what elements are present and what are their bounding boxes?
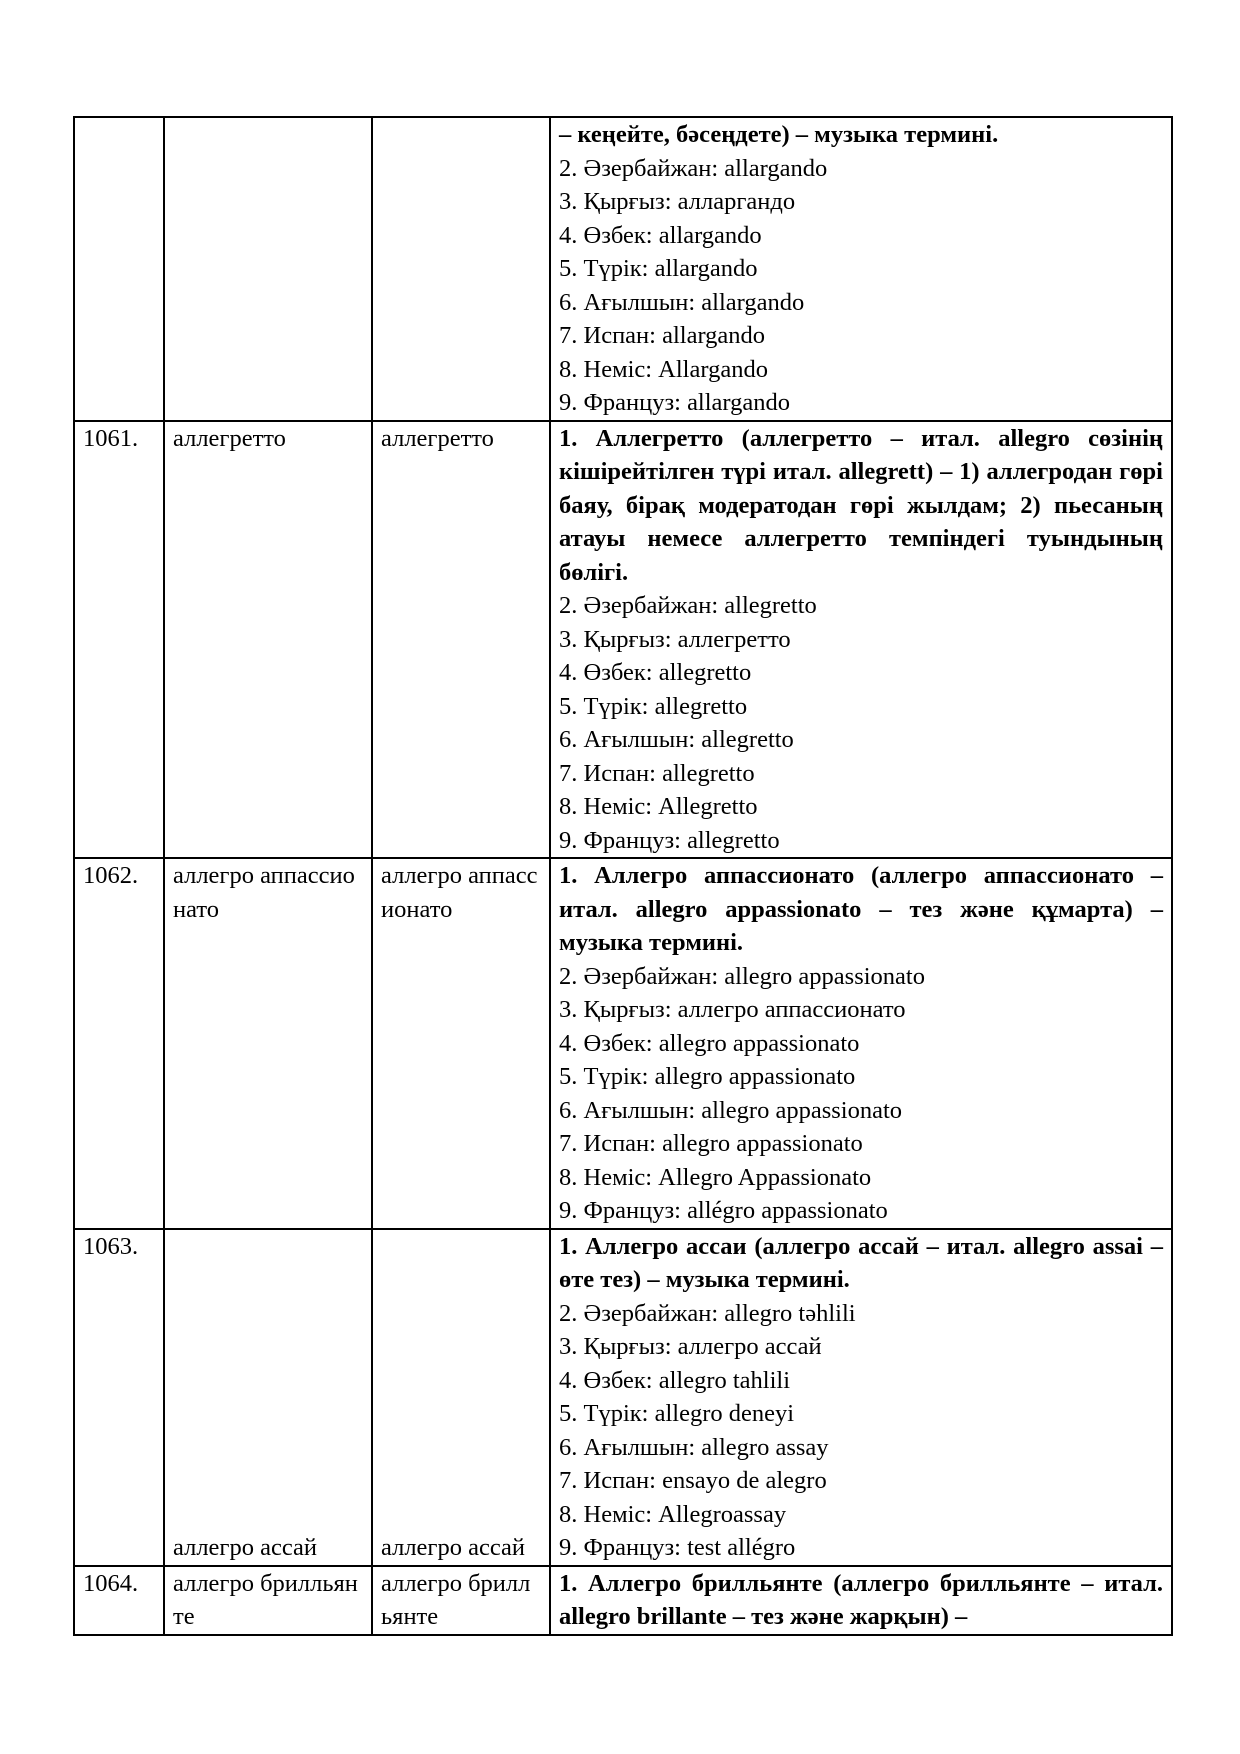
definition-cell — [550, 117, 1172, 421]
translation-line: 4. Өзбек: allegro appassionato — [559, 1029, 860, 1057]
russian-term: аллегро аппассионато — [372, 858, 550, 1229]
russian-term — [372, 117, 550, 421]
table-row — [74, 1229, 1172, 1566]
kazakh-term: аллегро аппассионато — [164, 858, 372, 1229]
translation-line: 9. Француз: test allégro — [559, 1534, 796, 1561]
translation-line: 2. Әзербайжан: allegro appassionato — [559, 962, 925, 990]
translation-line: 6. Ағылшын: allegretto — [559, 726, 794, 753]
entry-number: 1064. — [74, 1566, 164, 1635]
definition-text: 1. Аллегретто (аллегретто – итал. allegro сөзінің кішірейтілген түрі итал. allegrett) – 1) аллегродан гөрі баяу, бірақ модератодан гөрі жылдам; 2) пьесаның атауы немесе аллегретто темпіндегі туындының бөлігі. — [559, 424, 1163, 586]
translation-line: 3. Қырғыз: алларгандо — [559, 188, 796, 215]
translation-line: 7. Испан: allegretto — [559, 759, 755, 787]
translation-line: 2. Әзербайжан: allegretto — [559, 592, 817, 619]
russian-term: аллегретто — [372, 421, 550, 859]
translation-line: 5. Түрік: allegro deneyi — [559, 1400, 795, 1427]
definition-cell — [550, 858, 1172, 1229]
dictionary-table — [73, 116, 1173, 1636]
russian-term: аллегро ассай — [372, 1229, 550, 1566]
translation-line: 7. Испан: ensayo de alegro — [559, 1467, 827, 1494]
kazakh-term: аллегро брилльянте — [164, 1566, 372, 1635]
definition-cell — [550, 1229, 1172, 1566]
translation-line: 4. Өзбек: allegretto — [559, 659, 752, 686]
translation-line: 5. Түрік: allegretto — [559, 692, 748, 720]
definition-text: 1. Аллегро брилльянте (аллегро брилльянте – итал. allegro brillante – тез және жарқын) – — [559, 1569, 1163, 1630]
translation-line: 9. Француз: allargando — [559, 389, 791, 416]
translation-line: 5. Түрік: allargando — [559, 255, 758, 282]
translation-line: 9. Француз: allegretto — [559, 826, 780, 854]
entry-number: 1061. — [74, 421, 164, 859]
translation-line: 5. Түрік: allegro appassionato — [559, 1063, 856, 1090]
kazakh-term: аллегро ассай — [164, 1229, 372, 1566]
definition-text: 1. Аллегро ассаи (аллегро ассай – итал. allegro assai – өте тез) – музыка термині. — [559, 1232, 1163, 1293]
translation-line: 2. Әзербайжан: allegro təhlili — [559, 1299, 856, 1327]
table-row — [74, 858, 1172, 1229]
russian-term: аллегро брилльянте — [372, 1566, 550, 1635]
translation-line: 6. Ағылшын: allegro assay — [559, 1433, 829, 1461]
translation-line: 8. Неміс: Allegretto — [559, 793, 758, 820]
table-row — [74, 421, 1172, 859]
translation-line: 7. Испан: allegro appassionato — [559, 1130, 863, 1157]
kazakh-term — [164, 117, 372, 421]
translation-line: 2. Әзербайжан: allargando — [559, 154, 828, 182]
translation-line: 4. Өзбек: allegro tahlili — [559, 1366, 791, 1394]
entry-number: 1063. — [74, 1229, 164, 1566]
definition-text: 1. Аллегро аппассионато (аллегро аппассионато – итал. allegro appassionato – тез және құмарта) – музыка термині. — [559, 862, 1163, 956]
entry-number — [74, 117, 164, 421]
translation-line: 8. Неміс: Allegro Appassionato — [559, 1163, 872, 1191]
table-row — [74, 1566, 1172, 1635]
translation-line: 3. Қырғыз: аллегро ассай — [559, 1333, 822, 1360]
kazakh-term: аллегретто — [164, 421, 372, 859]
translation-line: 6. Ағылшын: allegro appassionato — [559, 1096, 902, 1124]
translation-line: 3. Қырғыз: аллегретто — [559, 625, 791, 653]
translation-line: 8. Неміс: Allegroassay — [559, 1500, 787, 1528]
translation-line: 7. Испан: allargando — [559, 322, 766, 349]
translation-line: 6. Ағылшын: allargando — [559, 288, 805, 316]
translation-line: 8. Неміс: Allargando — [559, 355, 768, 383]
definition-text: – кеңейте, бәсеңдете) – музыка термині. — [559, 121, 999, 148]
definition-cell — [550, 421, 1172, 859]
translation-line: 4. Өзбек: allargando — [559, 221, 762, 249]
table-row — [74, 117, 1172, 421]
definition-cell — [550, 1566, 1172, 1635]
entry-number: 1062. — [74, 858, 164, 1229]
translation-line: 3. Қырғыз: аллегро аппассионато — [559, 996, 906, 1023]
translation-line: 9. Француз: allégro appassionato — [559, 1197, 888, 1224]
